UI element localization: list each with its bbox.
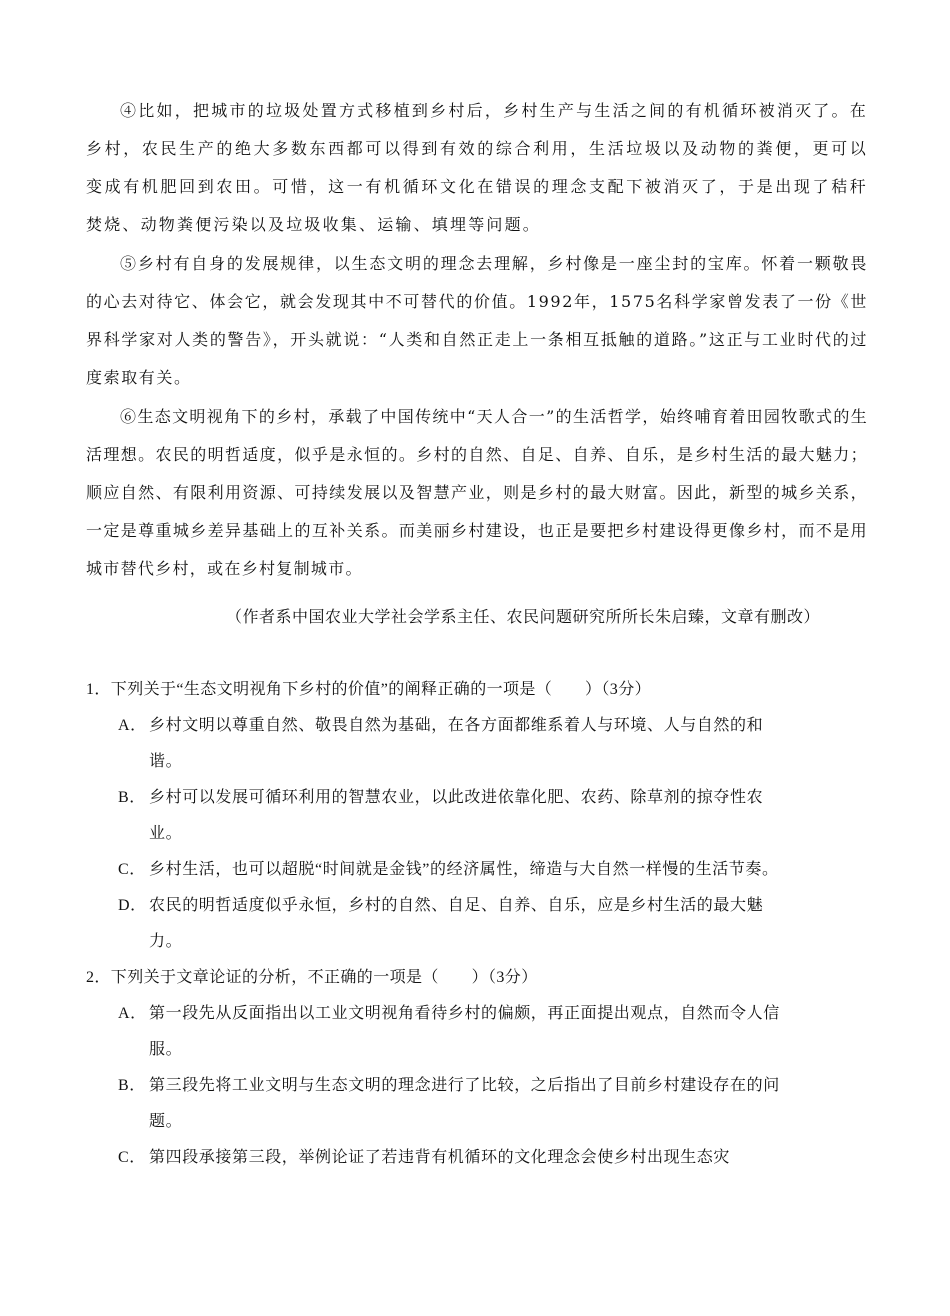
question-list bbox=[86, 672, 786, 1176]
option-a bbox=[118, 708, 781, 780]
option-letter: C． bbox=[118, 1149, 146, 1166]
option-letter: D． bbox=[118, 897, 147, 914]
option-letter: A． bbox=[118, 1005, 147, 1022]
question-stem: 2．下列关于文章论证的分析，不正确的一项是（ ）（3分） bbox=[86, 969, 538, 986]
option-d bbox=[118, 888, 781, 960]
option-text: 乡村可以发展可循环利用的智慧农业，以此改进依靠化肥、农药、除草剂的掠夺性农业。 bbox=[149, 789, 764, 842]
option-text: 第四段承接第三段，举例论证了若违背有机循环的文化理念会使乡村出现生态灾 bbox=[149, 1149, 731, 1166]
question-2 bbox=[86, 960, 786, 1176]
option-letter: B． bbox=[118, 1077, 146, 1094]
paragraph-4: ④比如，把城市的垃圾处置方式移植到乡村后，乡村生产与生活之间的有机循环被消灭了。在乡村，农民生产的绝大多数东西都可以得到有效的综合利用，生活垃圾以及动物的粪便，更可以变成有机肥回到农田。可惜，这一有机循环文化在错误的理念支配下被消灭了，于是出现了秸秆焚烧、动物粪便污染以及垃圾收集、运输、填埋等问题。 bbox=[86, 101, 868, 234]
reading-passage bbox=[86, 92, 868, 589]
option-c bbox=[118, 852, 781, 888]
author-note: （作者系中国农业大学社会学系主任、农民问题研究所所长朱启臻，文章有删改） bbox=[226, 607, 821, 626]
option-letter: B． bbox=[118, 789, 146, 806]
option-c bbox=[118, 1140, 781, 1176]
paragraph-6: ⑥生态文明视角下的乡村，承载了中国传统中“天人合一”的生活哲学，始终哺育着田园牧歌式的生活理想。农民的明哲适度，似乎是永恒的。乡村的自然、自足、自养、自乐，是乡村生活的最大魅力；顺应自然、有限利用资源、可持续发展以及智慧产业，则是乡村的最大财富。因此，新型的城乡关系，一定是尊重城乡差异基础上的互补关系。而美丽乡村建设，也正是要把乡村建设得更像乡村，而不是用城市替代乡村，或在乡村复制城市。 bbox=[86, 407, 868, 578]
option-letter: A． bbox=[118, 717, 147, 734]
question-stem: 1．下列关于“生态文明视角下乡村的价值”的阐释正确的一项是（ ）（3分） bbox=[86, 681, 652, 698]
option-text: 农民的明哲适度似乎永恒，乡村的自然、自足、自养、自乐，应是乡村生活的最大魅力。 bbox=[149, 897, 764, 950]
option-text: 第一段先从反面指出以工业文明视角看待乡村的偏颇，再正面提出观点，自然而令人信服。 bbox=[149, 1005, 780, 1058]
option-text: 乡村生活，也可以超脱“时间就是金钱”的经济属性，缔造与大自然一样慢的生活节奏。 bbox=[149, 861, 779, 878]
option-b bbox=[118, 780, 781, 852]
question-1 bbox=[86, 672, 786, 960]
option-a bbox=[118, 996, 781, 1068]
option-letter: C． bbox=[118, 861, 146, 878]
option-b bbox=[118, 1068, 781, 1140]
paragraph-5: ⑤乡村有自身的发展规律，以生态文明的理念去理解，乡村像是一座尘封的宝库。怀着一颗敬畏的心去对待它、体会它，就会发现其中不可替代的价值。1992年，1575名科学家曾发表了一份《世界科学家对人类的警告》，开头就说：“人类和自然正走上一条相互抵触的道路。”这正与工业时代的过度索取有关。 bbox=[86, 254, 868, 387]
option-text: 第三段先将工业文明与生态文明的理念进行了比较，之后指出了目前乡村建设存在的问题。 bbox=[149, 1077, 780, 1130]
option-text: 乡村文明以尊重自然、敬畏自然为基础，在各方面都维系着人与环境、人与自然的和谐。 bbox=[149, 717, 764, 770]
